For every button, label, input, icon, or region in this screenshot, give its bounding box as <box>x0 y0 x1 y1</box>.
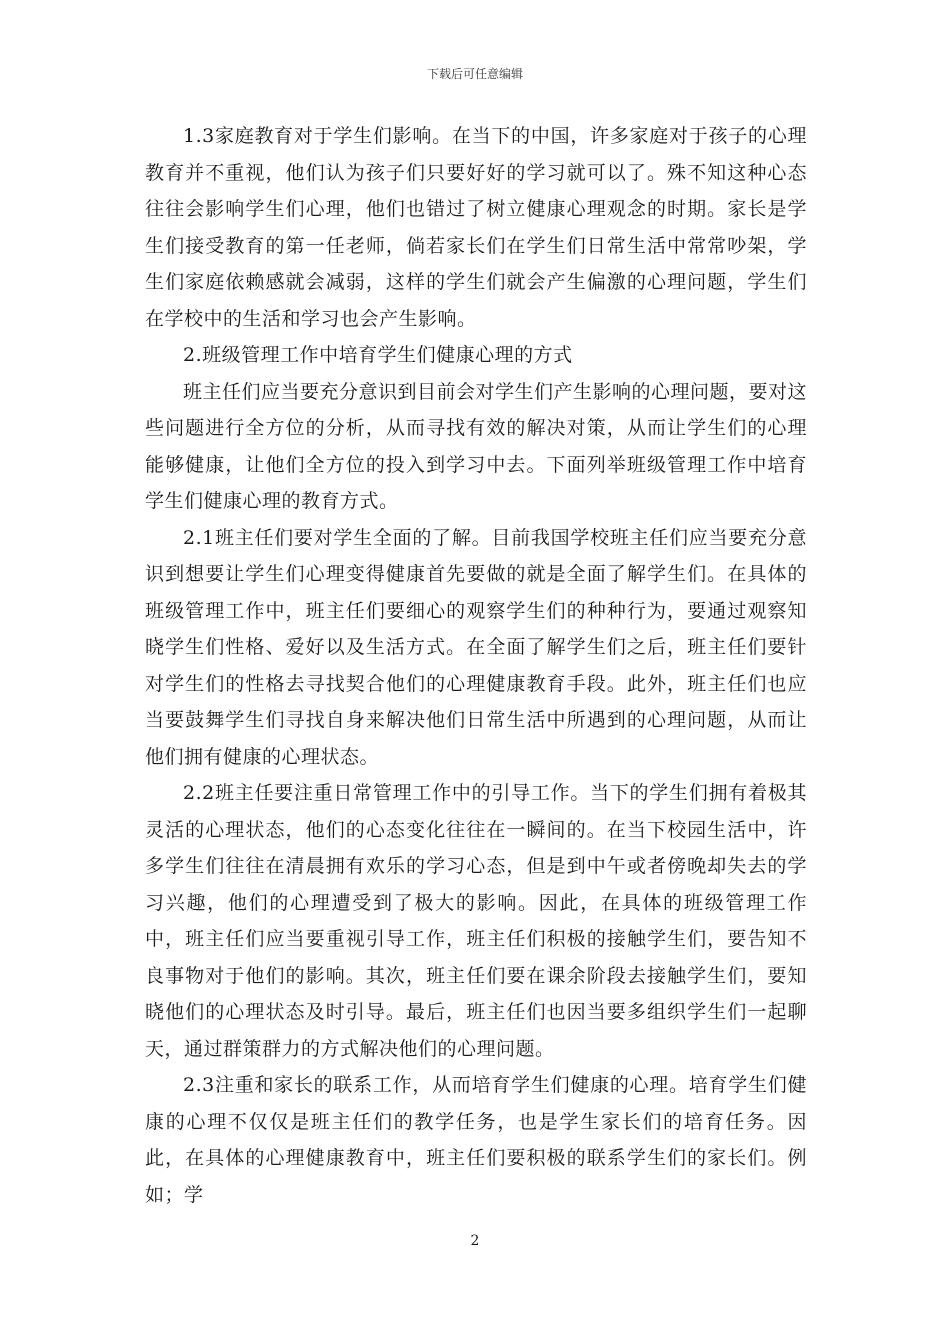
section-heading-methods: 2.班级管理工作中培育学生们健康心理的方式 <box>183 344 573 366</box>
page-number: 2 <box>470 1233 480 1249</box>
paragraph-methods-intro: 班主任们应当要充分意识到目前会对学生们产生影响的心理问题，要对这些问题进行全方位的分析，从而寻找有效的解决对策，从而让学生们的心理能够健康，让他们全方位的投入到学习中去。下面列举班级管理工作中培育学生们健康心理的教育方式。 <box>145 380 808 512</box>
paragraph-parent-contact: 2.3注重和家长的联系工作，从而培育学生们健康的心理。培育学生们健康的心理不仅仅是班主任们的教学任务，也是学生家长们的培育任务。因此，在具体的心理健康教育中，班主任们要积极的联系学生们的家长们。例如；学 <box>145 1074 807 1206</box>
document-body <box>145 118 807 1213</box>
paragraph-understand-students: 2.1班主任们要对学生全面的了解。目前我国学校班主任们应当要充分意识到想要让学生们心理变得健康首先要做的就是全面了解学生们。在具体的班级管理工作中，班主任们要细心的观察学生们的种种行为，要通过观察知晓学生们性格、爱好以及生活方式。在全面了解学生们之后，班主任们要针对学生们的性格去寻找契合他们的心理健康教育手段。此外，班主任们也应当要鼓舞学生们寻找自身来解决他们日常生活中所遇到的心理问题，从而让他们拥有健康的心理状态。 <box>145 526 807 768</box>
page-header: 下载后可任意编辑 <box>426 67 523 81</box>
paragraph-guidance-work: 2.2班主任要注重日常管理工作中的引导工作。当下的学生们拥有着极其灵活的心理状态，他们的心态变化往往在一瞬间的。在当下校园生活中，许多学生们往往在清晨拥有欢乐的学习心态，但是到中午或者傍晚却失去的学习兴趣，他们的心理遭受到了极大的影响。因此，在具体的班级管理工作中，班主任们应当要重视引导工作，班主任们积极的接触学生们，要告知不良事物对于他们的影响。其次，班主任们要在课余阶段去接触学生们，要知晓他们的心理状态及时引导。最后，班主任们也因当要多组织学生们一起聊天，通过群策群力的方式解决他们的心理问题。 <box>145 782 807 1060</box>
paragraph-family-education: 1.3家庭教育对于学生们影响。在当下的中国，许多家庭对于孩子的心理教育并不重视，他们认为孩子们只要好好的学习就可以了。殊不知这种心态往往会影响学生们心理，他们也错过了树立健康心理观念的时期。家长是学生们接受教育的第一任老师，倘若家长们在学生们日常生活中常常吵架，学生们家庭依赖感就会减弱，这样的学生们就会产生偏激的心理问题，学生们在学校中的生活和学习也会产生影响。 <box>145 125 807 330</box>
